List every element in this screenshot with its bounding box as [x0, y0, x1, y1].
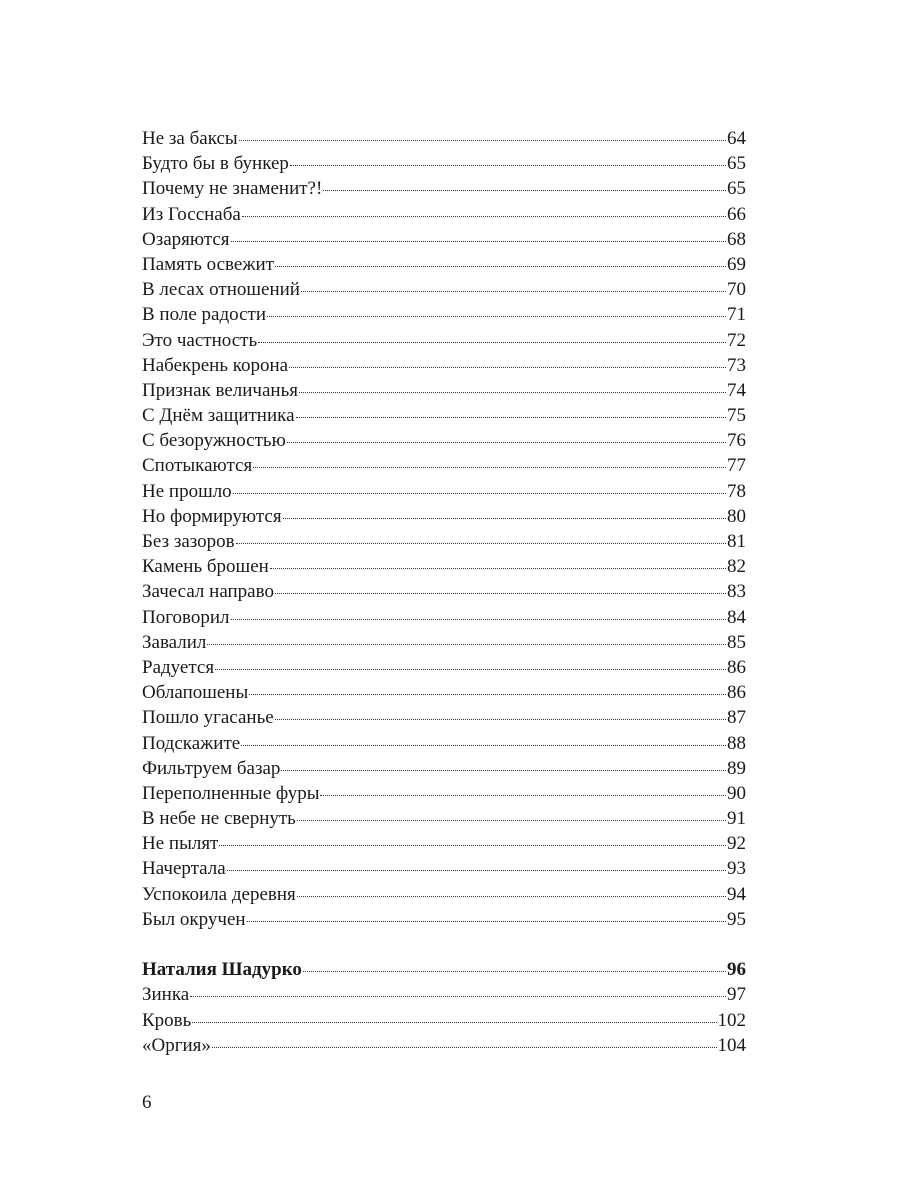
toc-entry-title: В лесах отношений [142, 279, 300, 301]
toc-entry[interactable] [142, 151, 746, 176]
dot-leader [239, 140, 726, 141]
dot-leader [290, 165, 726, 166]
toc-entry-page: 74 [727, 379, 746, 401]
toc-entry-page: 64 [727, 128, 746, 149]
toc-entry-page: 68 [727, 228, 746, 250]
toc-entry-title: Фильтруем базар [142, 757, 281, 779]
toc-entry-title: «Оргия» [142, 1034, 211, 1056]
toc-entry-title: Почему не знаменит?! [142, 178, 323, 200]
toc-entry[interactable] [142, 403, 746, 428]
toc-entry-title: Набекрень корона [142, 354, 289, 376]
toc-entry[interactable] [142, 378, 746, 403]
toc-entry[interactable] [142, 605, 746, 630]
toc-entry-title: Это частность [142, 329, 258, 351]
dot-leader [241, 745, 726, 746]
toc-entry-page: 102 [717, 1009, 746, 1031]
toc-entry[interactable] [142, 882, 746, 907]
toc-entry-title: Без зазоров [142, 531, 235, 552]
toc-entry[interactable] [142, 453, 746, 478]
toc-entry-page: 83 [727, 581, 746, 603]
toc-entry-title: Не прошло [142, 480, 232, 502]
dot-leader [247, 921, 726, 922]
dot-leader [242, 216, 726, 217]
toc-entry-title: Озаряются [142, 228, 230, 250]
dot-leader [301, 291, 726, 292]
toc-entry-title: Будто бы в бункер [142, 153, 289, 175]
dot-leader [231, 241, 726, 242]
toc-entry[interactable] [142, 806, 746, 831]
toc-entry[interactable] [142, 630, 746, 655]
dot-leader [299, 392, 726, 393]
table-of-contents [142, 126, 746, 1058]
toc-entry-page: 69 [727, 253, 746, 275]
page-number: 6 [142, 1092, 152, 1113]
toc-entry[interactable] [142, 705, 746, 730]
toc-entry-page: 81 [727, 531, 746, 552]
toc-gap [142, 932, 746, 957]
toc-entry-page: 93 [727, 858, 746, 880]
toc-entry-page: 85 [727, 631, 746, 653]
dot-leader [233, 493, 726, 494]
toc-entry-page: 88 [727, 732, 746, 754]
dot-leader [320, 795, 726, 796]
toc-entry-title: Облапошены [142, 682, 249, 704]
toc-entry-page: 84 [727, 606, 746, 628]
dot-leader [227, 870, 726, 871]
toc-entry[interactable] [142, 227, 746, 252]
dot-leader [236, 543, 726, 544]
toc-entry-title: С Днём защитника [142, 405, 295, 427]
toc-entry-page: 104 [717, 1034, 746, 1056]
toc-entry-page: 92 [727, 833, 746, 855]
toc-entry-page: 65 [727, 178, 746, 200]
author-name: Наталия Шадурко [142, 959, 302, 981]
dot-leader [207, 644, 726, 645]
dot-leader [275, 266, 726, 267]
dot-leader [289, 367, 726, 368]
toc-entry-title: Не за баксы [142, 128, 238, 149]
toc-entry-page: 76 [727, 430, 746, 452]
toc-entry[interactable] [142, 655, 746, 680]
toc-entry-page: 86 [727, 682, 746, 704]
toc-entry-page: 75 [727, 405, 746, 427]
toc-entry-page: 66 [727, 203, 746, 225]
toc-entry-title: Пошло угасанье [142, 707, 274, 729]
toc-entry[interactable] [142, 277, 746, 302]
toc-entry-page: 94 [727, 883, 746, 905]
toc-entry[interactable] [142, 554, 746, 579]
toc-entry[interactable] [142, 982, 746, 1007]
dot-leader [249, 694, 726, 695]
toc-entry[interactable] [142, 353, 746, 378]
toc-entry[interactable] [142, 680, 746, 705]
toc-entry-title: Радуется [142, 656, 215, 678]
dot-leader [303, 971, 726, 972]
dot-leader [281, 770, 726, 771]
toc-entry[interactable] [142, 328, 746, 353]
toc-entry-page: 95 [727, 908, 746, 930]
toc-entry-title: Подскажите [142, 732, 241, 754]
toc-entry-title: Начертала [142, 858, 226, 880]
toc-entry[interactable] [142, 856, 746, 881]
toc-entry-page: 89 [727, 757, 746, 779]
toc-entry[interactable] [142, 831, 746, 856]
toc-entry[interactable] [142, 1033, 746, 1058]
toc-entry[interactable] [142, 756, 746, 781]
toc-entry-title: Не пылят [142, 833, 219, 855]
toc-entry-title: Камень брошен [142, 556, 269, 578]
toc-entry[interactable] [142, 479, 746, 504]
toc-entry-page: 80 [727, 505, 746, 527]
dot-leader [215, 669, 726, 670]
toc-entry-page: 71 [727, 304, 746, 326]
toc-entry-title: Из Госснаба [142, 203, 241, 225]
dot-leader [275, 719, 726, 720]
dot-leader [296, 417, 726, 418]
toc-entry-page: 91 [727, 808, 746, 830]
toc-entry-page: 97 [727, 984, 746, 1006]
dot-leader [323, 190, 726, 191]
toc-entry-page: 73 [727, 354, 746, 376]
dot-leader [297, 896, 726, 897]
toc-entry-title: Но формируются [142, 505, 282, 527]
toc-entry[interactable] [142, 302, 746, 327]
toc-group-2 [142, 982, 746, 1058]
toc-entry[interactable] [142, 428, 746, 453]
author-page-number: 96 [727, 959, 746, 981]
toc-entry-title: В поле радости [142, 304, 266, 326]
toc-entry-page: 65 [727, 153, 746, 175]
dot-leader [283, 518, 726, 519]
toc-entry-title: В небе не свернуть [142, 808, 296, 830]
dot-leader [270, 568, 726, 569]
toc-entry[interactable] [142, 176, 746, 201]
toc-entry-title: С безоружностью [142, 430, 286, 452]
toc-author-entry[interactable] [142, 957, 746, 982]
toc-entry-title: Был окручен [142, 908, 246, 930]
toc-entry-title: Завалил [142, 631, 207, 653]
toc-entry-title: Поговорил [142, 606, 230, 628]
toc-entry-page: 86 [727, 656, 746, 678]
dot-leader [231, 619, 726, 620]
toc-entry[interactable] [142, 529, 746, 554]
toc-entry[interactable] [142, 781, 746, 806]
dot-leader [253, 467, 726, 468]
dot-leader [219, 845, 726, 846]
toc-entry[interactable] [142, 1008, 746, 1033]
toc-entry-page: 70 [727, 279, 746, 301]
dot-leader [212, 1047, 717, 1048]
toc-entry[interactable] [142, 579, 746, 604]
toc-entry[interactable] [142, 907, 746, 932]
toc-entry-title: Признак величанья [142, 379, 298, 401]
toc-entry-title: Успокоила деревня [142, 883, 296, 905]
toc-entry[interactable] [142, 126, 746, 151]
toc-entry-page: 78 [727, 480, 746, 502]
toc-group-1 [142, 126, 746, 932]
toc-entry-title: Память освежит [142, 253, 274, 275]
dot-leader [275, 593, 726, 594]
toc-entry-title: Переполненные фуры [142, 782, 320, 804]
toc-entry[interactable] [142, 202, 746, 227]
toc-entry[interactable] [142, 252, 746, 277]
toc-entry-page: 72 [727, 329, 746, 351]
dot-leader [267, 316, 726, 317]
toc-entry[interactable] [142, 504, 746, 529]
toc-entry-page: 90 [727, 782, 746, 804]
toc-entry-page: 87 [727, 707, 746, 729]
dot-leader [190, 996, 726, 997]
dot-leader [192, 1022, 716, 1023]
toc-entry-title: Зачесал направо [142, 581, 274, 603]
toc-entry[interactable] [142, 731, 746, 756]
toc-entry-page: 77 [727, 455, 746, 477]
dot-leader [287, 442, 726, 443]
toc-entry-title: Зинка [142, 984, 190, 1006]
dot-leader [297, 820, 726, 821]
dot-leader [258, 342, 726, 343]
toc-entry-page: 82 [727, 556, 746, 578]
toc-entry-title: Спотыкаются [142, 455, 253, 477]
toc-entry-title: Кровь [142, 1009, 192, 1031]
